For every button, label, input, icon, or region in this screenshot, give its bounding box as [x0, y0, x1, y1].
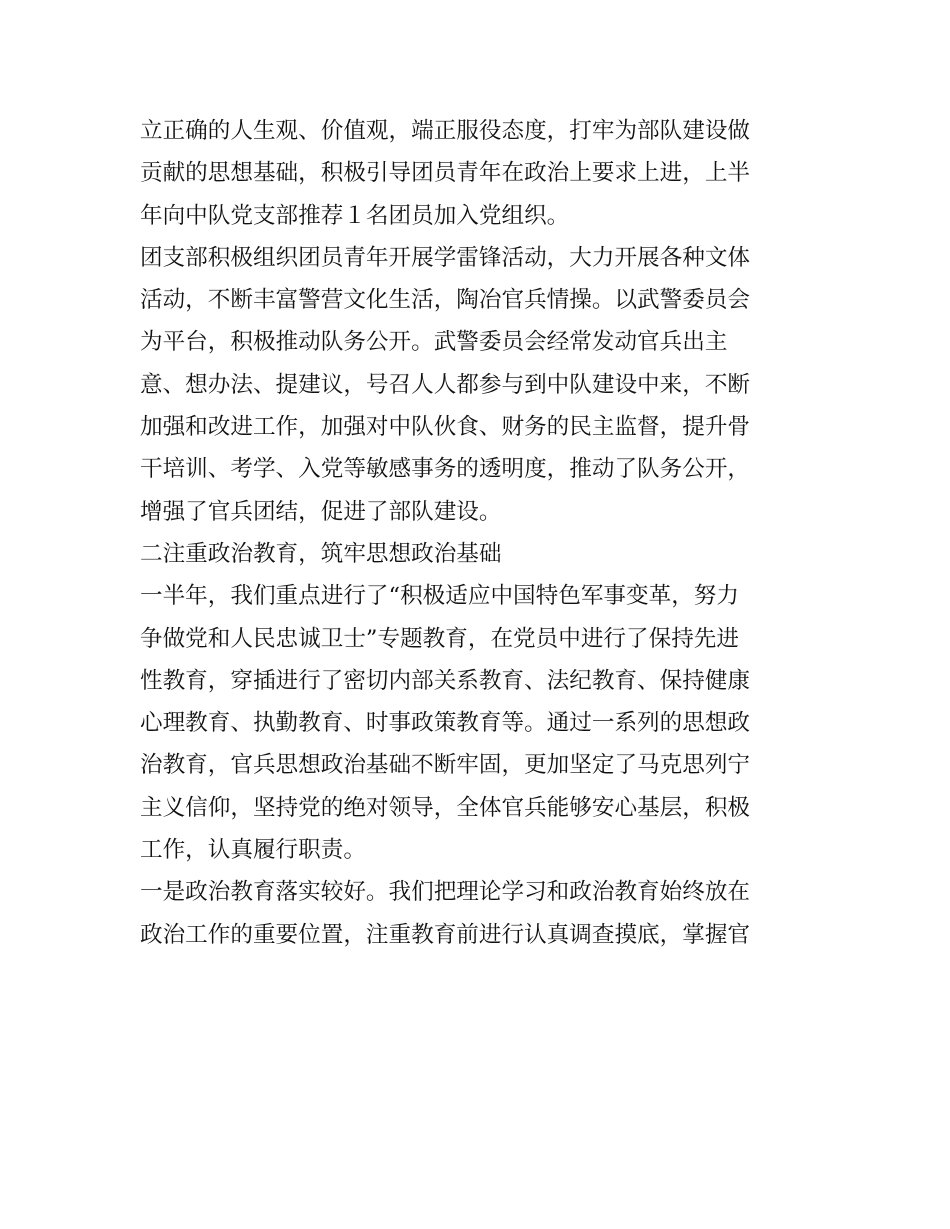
section-heading: 二注重政治教育，筑牢思想政治基础	[140, 540, 502, 567]
text-line: 主义信仰，坚持党的绝对领导，全体官兵能够安心基层，积极	[140, 794, 751, 821]
text-line: 工作，认真履行职责。	[140, 837, 366, 864]
text-line: 为平台，积极推动队务公开。武警委员会经常发动官兵出主	[140, 329, 728, 356]
text-line: 治教育，官兵思想政治基础不断牢固，更加坚定了马克思列宁	[140, 752, 751, 779]
text-line: 一是政治教育落实较好。我们把理论学习和政治教育始终放在	[140, 879, 751, 906]
text-line: 争做党和人民忠诚卫士”专题教育，在党员中进行了保持先进	[140, 625, 739, 652]
text-line: 意、想办法、提建议，号召人人都参与到中队建设中来，不断	[140, 371, 751, 398]
text-line: 立正确的人生观、价值观，端正服役态度，打牢为部队建设做	[140, 118, 751, 144]
text-line: 干培训、考学、入党等敏感事务的透明度，推动了队务公开，	[140, 456, 751, 483]
body-text	[140, 110, 830, 956]
text-line: 性教育，穿插进行了密切内部关系教育、法纪教育、保持健康	[140, 667, 751, 694]
text-line: 心理教育、执勤教育、时事政策教育等。通过一系列的思想政	[140, 710, 751, 737]
text-line: 一半年，我们重点进行了“积极适应中国特色军事变革，努力	[140, 583, 739, 610]
text-line: 年向中队党支部推荐１名团员加入党组织。	[140, 202, 570, 229]
text-line: 活动，不断丰富警营文化生活，陶冶官兵情操。以武警委员会	[140, 287, 751, 314]
text-line: 增强了官兵团结，促进了部队建设。	[140, 498, 502, 525]
text-line: 加强和改进工作，加强对中队伙食、财务的民主监督，提升骨	[140, 414, 751, 441]
text-line: 团支部积极组织团员青年开展学雷锋活动，大力开展各种文体	[140, 244, 751, 271]
text-line: 政治工作的重要位置，注重教育前进行认真调查摸底，掌握官	[140, 921, 751, 948]
text-line: 贡献的思想基础，积极引导团员青年在政治上要求上进，上半	[140, 160, 751, 187]
